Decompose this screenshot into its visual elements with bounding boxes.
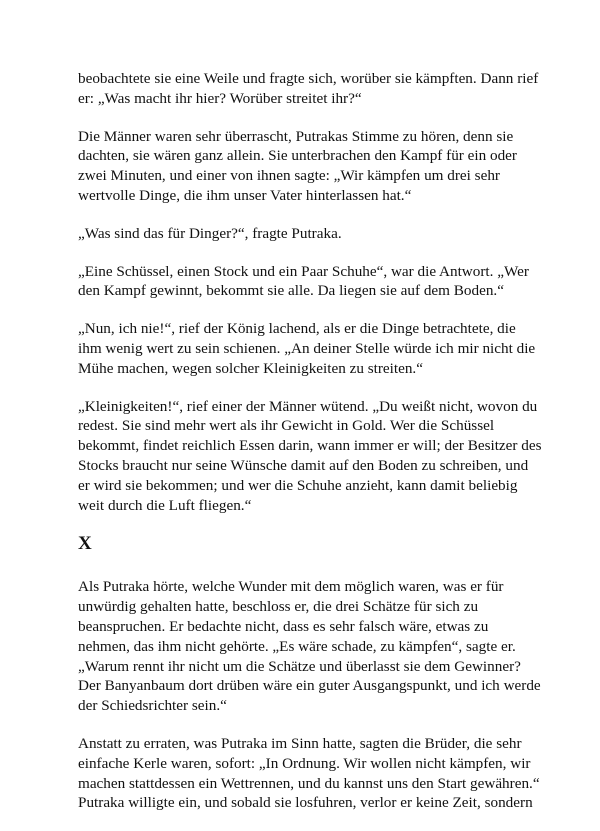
paragraph (78, 224, 528, 244)
text-line: machen stattdessen ein Wettrennen, und du kannst uns den Start gewähren.“ (78, 774, 540, 792)
text-line: Der Banyanbaum dort drüben wäre ein guter Ausgangspunkt, und ich werde (78, 677, 541, 695)
chapter-heading: X (78, 533, 92, 555)
text-line: beanspruchen. Er bedachte nicht, dass es sehr falsch wäre, etwas zu (78, 617, 489, 635)
text-line: einfache Kerle waren, sofort: „In Ordnung. Wir wollen nicht kämpfen, wir (78, 754, 531, 772)
paragraph (78, 734, 540, 813)
text-line: er: „Was macht ihr hier? Worüber streitet ihr?“ (78, 89, 362, 107)
paragraph (78, 127, 528, 206)
text-line: „Kleinigkeiten!“, rief einer der Männer wütend. „Du weißt nicht, wovon du (78, 397, 538, 415)
paragraph (78, 397, 542, 516)
text-line: Mühe machen, wegen solcher Kleinigkeiten zu streiten.“ (78, 359, 423, 377)
paragraphs-before (78, 69, 542, 515)
paragraphs-after (78, 577, 541, 813)
text-line: beobachtete sie eine Weile und fragte sich, worüber sie kämpften. Dann rief (78, 70, 539, 87)
text-line: Anstatt zu erraten, was Putraka im Sinn hatte, sagten die Brüder, die sehr (78, 734, 522, 752)
text-line: „Eine Schüssel, einen Stock und ein Paar Schuhe“, war die Antwort. „Wer (78, 262, 529, 280)
text-line: „Warum rennt ihr nicht um die Schätze und überlasst sie dem Gewinner? (78, 657, 521, 675)
paragraph (78, 319, 536, 378)
text-line: redest. Sie sind mehr wert als ihr Gewicht in Gold. Wer die Schüssel (78, 417, 495, 435)
text-line: dachten, sie wären ganz allein. Sie unterbrachen den Kampf für ein oder (78, 147, 517, 165)
text-line: zwei Minuten, und einer von ihnen sagte: „Wir kämpfen um drei sehr (78, 167, 500, 185)
document-page (78, 69, 542, 831)
text-line: Stocks braucht nur seine Wünsche damit auf den Boden zu schreiben, und (78, 456, 529, 474)
text-line: der Schiedsrichter sein.“ (78, 697, 227, 715)
text-line: unwürdig gehalten hatte, beschloss er, die drei Schätze für sich zu (78, 598, 479, 616)
paragraph (78, 262, 528, 302)
text-line: „Nun, ich nie!“, rief der König lachend, als er die Dinge betrachtete, die (78, 320, 516, 338)
text-line: weit durch die Luft fliegen.“ (78, 496, 252, 514)
text-line: „Was sind das für Dinger?“, fragte Putraka. (78, 224, 342, 242)
paragraph (78, 69, 539, 109)
text-line: Die Männer waren sehr überrascht, Putrakas Stimme zu hören, denn sie (78, 127, 514, 145)
text-line: bekommt, findet reichlich Essen darin, wann immer er will; der Besitzer des (78, 437, 542, 455)
text-line: Putraka willigte ein, und sobald sie losfuhren, verlor er keine Zeit, sondern (78, 794, 533, 812)
text-line: ihm wenig wert zu sein schienen. „An deiner Stelle würde ich mir nicht die (78, 339, 536, 357)
text-line: er wird sie bekommen; und wer die Schuhe anzieht, kann damit beliebig (78, 476, 518, 494)
paragraph (78, 577, 541, 716)
text-line: Als Putraka hörte, welche Wunder mit dem möglich waren, was er für (78, 578, 504, 596)
text-line: nehmen, das ihm nicht gehörte. „Es wäre schade, zu kämpfen“, sagte er. (78, 637, 516, 655)
text-line: den Kampf gewinnt, bekommt sie alle. Da liegen sie auf dem Boden.“ (78, 282, 504, 300)
text-line: wertvolle Dinge, die ihm unser Vater hinterlassen hat.“ (78, 186, 412, 204)
